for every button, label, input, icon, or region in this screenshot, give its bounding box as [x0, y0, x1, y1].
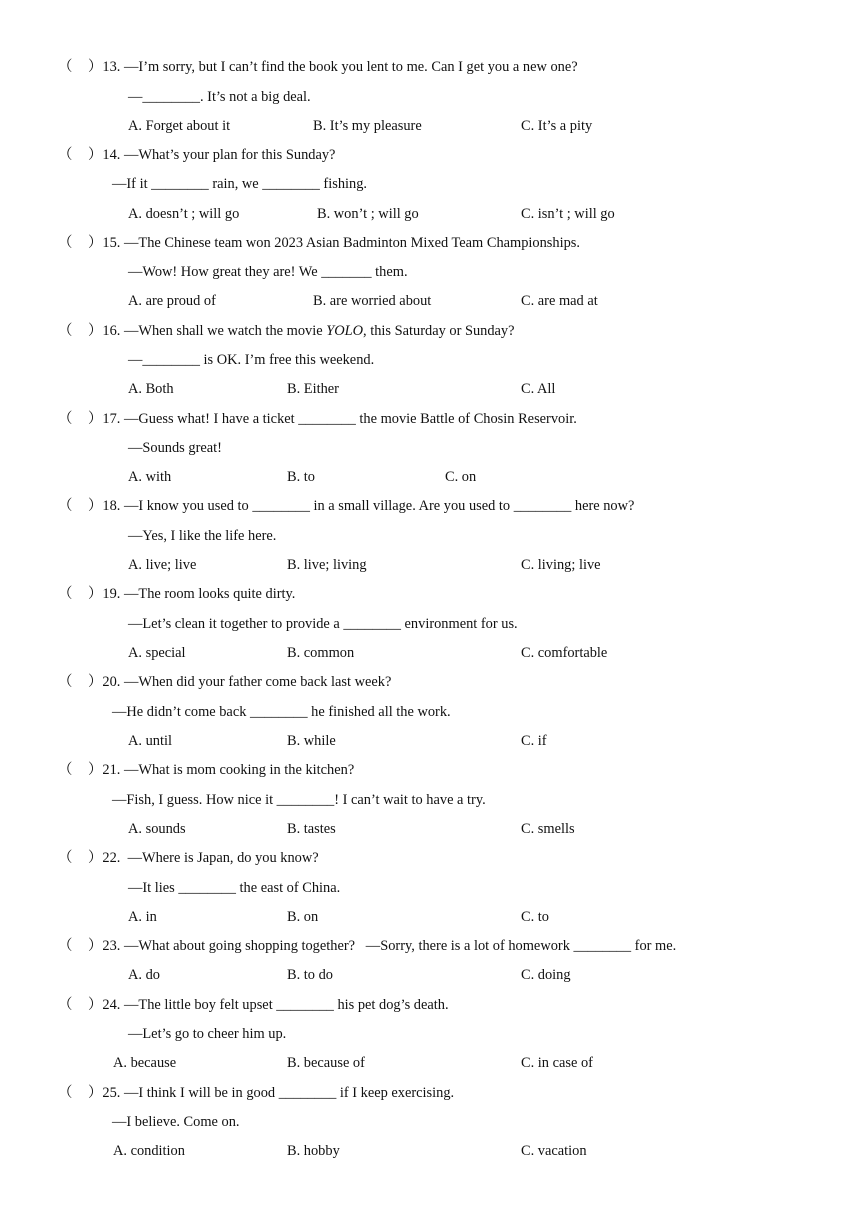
answer-bracket-right: ）	[88, 498, 103, 514]
question-13	[58, 58, 578, 76]
option-b: B. hobby	[287, 1143, 340, 1159]
question-reply: —Let’s clean it together to provide a ________ environment for us.	[128, 616, 518, 632]
question-reply: —If it ________ rain, we ________ fishing.	[112, 176, 368, 192]
question-25	[58, 1084, 454, 1102]
answer-bracket-right: ）	[88, 411, 103, 427]
question-16	[58, 322, 515, 340]
option-c: C. isn’t ; will go	[521, 206, 615, 222]
question-number: 15.	[102, 235, 121, 251]
answer-bracket-left: （	[58, 498, 73, 514]
question-number: 20.	[102, 674, 121, 690]
question-reply: —Yes, I like the life here.	[128, 528, 277, 544]
question-reply: —Let’s go to cheer him up.	[128, 1026, 287, 1042]
question-prompt: —I think I will be in good ________ if I keep exercising.	[124, 1085, 455, 1101]
answer-bracket-left: （	[58, 147, 73, 163]
answer-bracket-right: ）	[88, 147, 103, 163]
option-b: B. live; living	[287, 557, 367, 573]
question-reply: —Wow! How great they are! We _______ them.	[128, 264, 408, 280]
answer-bracket-right: ）	[88, 850, 103, 866]
answer-bracket-right: ）	[88, 762, 103, 778]
question-19	[58, 585, 295, 603]
option-b: B. won’t ; will go	[317, 206, 419, 222]
answer-bracket-right: ）	[88, 59, 103, 75]
option-b: B. on	[287, 909, 319, 925]
question-number: 22.	[102, 850, 121, 866]
option-c: C. if	[521, 733, 547, 749]
answer-bracket-left: （	[58, 411, 73, 427]
option-b: B. It’s my pleasure	[313, 118, 422, 134]
answer-bracket-right: ）	[88, 323, 103, 339]
question-number: 23.	[102, 938, 121, 954]
question-number: 19.	[102, 586, 121, 602]
answer-bracket-right: ）	[88, 938, 103, 954]
answer-bracket-right: ）	[88, 586, 103, 602]
answer-bracket-left: （	[58, 323, 73, 339]
option-a: A. Forget about it	[128, 118, 231, 134]
question-20	[58, 673, 391, 691]
question-22	[58, 849, 319, 867]
question-number: 16.	[102, 323, 121, 339]
answer-bracket-right: ）	[88, 1085, 103, 1101]
question-reply: —Fish, I guess. How nice it ________! I can’t wait to have a try.	[112, 792, 486, 808]
option-a: A. Both	[128, 381, 174, 397]
answer-bracket-left: （	[58, 938, 73, 954]
question-prompt: —What about going shopping together? —Sorry, there is a lot of homework ________ for me.	[124, 938, 677, 954]
option-b: B. while	[287, 733, 336, 749]
question-21	[58, 761, 354, 779]
option-b: B. are worried about	[313, 293, 432, 309]
answer-bracket-left: （	[58, 1085, 73, 1101]
question-14	[58, 146, 335, 164]
option-c: C. comfortable	[521, 645, 608, 661]
option-a: A. sounds	[128, 821, 186, 837]
option-c: C. It’s a pity	[521, 118, 593, 134]
question-prompt-end: , this Saturday or Sunday?	[363, 323, 515, 339]
option-a: A. with	[128, 469, 172, 485]
option-a: A. because	[113, 1055, 177, 1071]
answer-bracket-left: （	[58, 59, 73, 75]
question-prompt: —I know you used to ________ in a small village. Are you used to ________ here now?	[124, 498, 635, 514]
question-reply: —Sounds great!	[128, 440, 222, 456]
question-15	[58, 234, 580, 252]
option-c: C. All	[521, 381, 556, 397]
option-a: A. condition	[113, 1143, 185, 1159]
question-prompt: —Guess what! I have a ticket ________ the movie Battle of Chosin Reservoir.	[124, 411, 577, 427]
answer-bracket-left: （	[58, 850, 73, 866]
question-prompt-start: —When shall we watch the movie	[124, 323, 327, 339]
option-b: B. Either	[287, 381, 339, 397]
option-b: B. common	[287, 645, 355, 661]
option-c: C. doing	[521, 967, 571, 983]
option-c: C. are mad at	[521, 293, 598, 309]
question-prompt: —I’m sorry, but I can’t find the book you lent to me. Can I get you a new one?	[124, 59, 578, 75]
answer-bracket-right: ）	[88, 235, 103, 251]
option-b: B. to do	[287, 967, 333, 983]
option-c: C. vacation	[521, 1143, 587, 1159]
question-24	[58, 996, 449, 1014]
question-number: 13.	[102, 59, 121, 75]
question-reply: —It lies ________ the east of China.	[128, 880, 341, 896]
question-18	[58, 497, 634, 515]
question-prompt: —Where is Japan, do you know?	[124, 850, 319, 866]
question-reply: —I believe. Come on.	[112, 1114, 240, 1130]
question-23	[58, 937, 676, 955]
option-c: C. in case of	[521, 1055, 593, 1071]
question-number: 24.	[102, 997, 121, 1013]
question-prompt: —When did your father come back last week?	[124, 674, 392, 690]
option-a: A. live; live	[128, 557, 197, 573]
question-prompt: —What is mom cooking in the kitchen?	[124, 762, 355, 778]
answer-bracket-left: （	[58, 762, 73, 778]
question-17	[58, 410, 577, 428]
option-c: C. on	[445, 469, 477, 485]
question-prompt: —The Chinese team won 2023 Asian Badminton Mixed Team Championships.	[124, 235, 580, 251]
option-a: A. special	[128, 645, 186, 661]
movie-title: YOLO	[326, 323, 364, 339]
question-number: 14.	[102, 147, 121, 163]
option-c: C. living; live	[521, 557, 601, 573]
answer-bracket-right: ）	[88, 997, 103, 1013]
option-b: B. tastes	[287, 821, 336, 837]
answer-bracket-left: （	[58, 997, 73, 1013]
answer-bracket-left: （	[58, 674, 73, 690]
option-a: A. do	[128, 967, 160, 983]
option-c: C. to	[521, 909, 549, 925]
question-reply: —________. It’s not a big deal.	[128, 89, 311, 105]
question-prompt: —What’s your plan for this Sunday?	[124, 147, 336, 163]
option-a: A. in	[128, 909, 157, 925]
option-c: C. smells	[521, 821, 575, 837]
question-number: 25.	[102, 1085, 121, 1101]
option-b: B. because of	[287, 1055, 365, 1071]
option-a: A. doesn’t ; will go	[128, 206, 240, 222]
question-number: 21.	[102, 762, 121, 778]
question-number: 17.	[102, 411, 121, 427]
question-reply: —________ is OK. I’m free this weekend.	[128, 352, 375, 368]
option-a: A. until	[128, 733, 172, 749]
answer-bracket-left: （	[58, 235, 73, 251]
question-prompt: —The room looks quite dirty.	[124, 586, 296, 602]
question-prompt: —The little boy felt upset ________ his pet dog’s death.	[124, 997, 449, 1013]
answer-bracket-left: （	[58, 586, 73, 602]
question-number: 18.	[102, 498, 121, 514]
question-reply: —He didn’t come back ________ he finished all the work.	[112, 704, 451, 720]
option-a: A. are proud of	[128, 293, 216, 309]
answer-bracket-right: ）	[88, 674, 103, 690]
option-b: B. to	[287, 469, 315, 485]
